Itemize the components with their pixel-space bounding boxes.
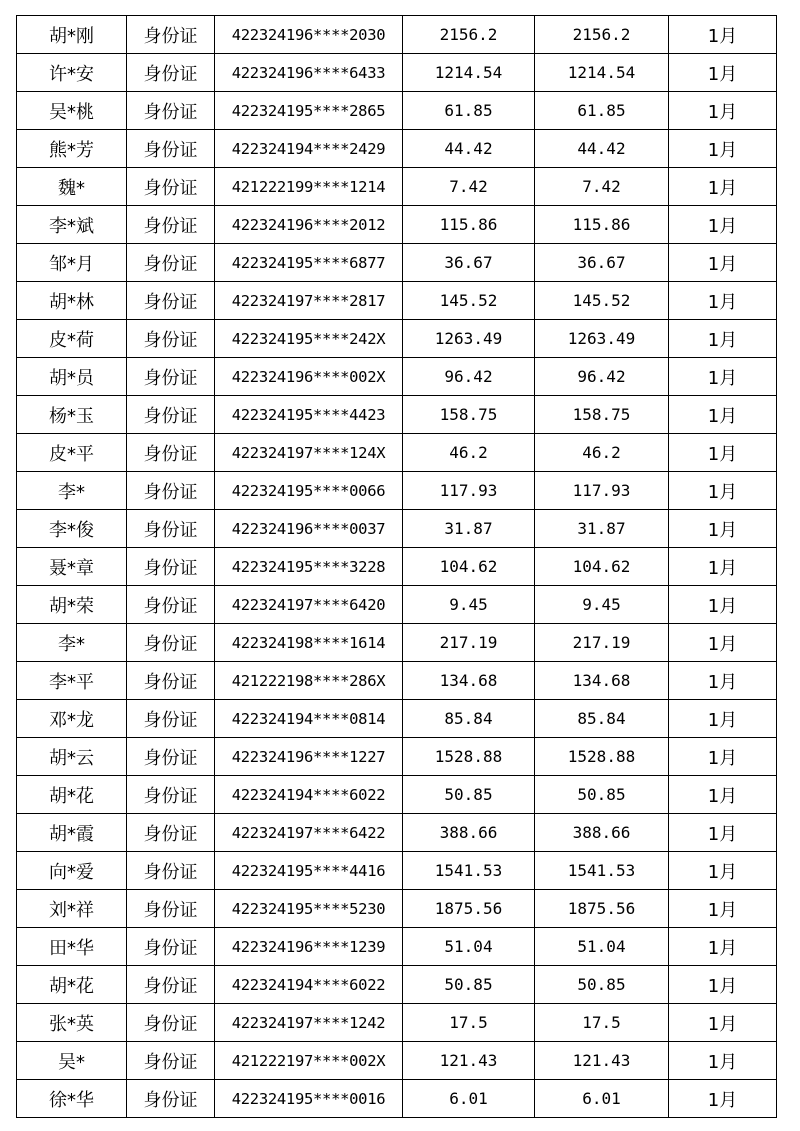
- holder-name-cell: 吴*桃: [17, 92, 127, 130]
- holder-name-cell: 邓*龙: [17, 700, 127, 738]
- table-row: [17, 852, 777, 890]
- document-type-cell: 身份证: [127, 624, 215, 662]
- holder-name-cell: 胡*花: [17, 966, 127, 1004]
- paid-amount-cell: 388.66: [535, 814, 669, 852]
- document-type-cell: 身份证: [127, 700, 215, 738]
- month-cell: 1月: [669, 1042, 777, 1080]
- table-row: [17, 700, 777, 738]
- document-type-cell: 身份证: [127, 966, 215, 1004]
- paid-amount-cell: 96.42: [535, 358, 669, 396]
- document-type-cell: 身份证: [127, 738, 215, 776]
- paid-amount-cell: 115.86: [535, 206, 669, 244]
- amount-cell: 85.84: [403, 700, 535, 738]
- id-number-cell: 422324195****2865: [215, 92, 403, 130]
- payment-table: [16, 15, 777, 1118]
- table-row: [17, 434, 777, 472]
- id-number-cell: 422324194****0814: [215, 700, 403, 738]
- month-cell: 1月: [669, 1080, 777, 1118]
- paid-amount-cell: 85.84: [535, 700, 669, 738]
- paid-amount-cell: 31.87: [535, 510, 669, 548]
- month-cell: 1月: [669, 700, 777, 738]
- document-type-cell: 身份证: [127, 206, 215, 244]
- document-type-cell: 身份证: [127, 168, 215, 206]
- holder-name-cell: 向*爱: [17, 852, 127, 890]
- document-type-cell: 身份证: [127, 586, 215, 624]
- amount-cell: 96.42: [403, 358, 535, 396]
- amount-cell: 17.5: [403, 1004, 535, 1042]
- month-cell: 1月: [669, 358, 777, 396]
- table-row: [17, 586, 777, 624]
- id-number-cell: 422324195****0016: [215, 1080, 403, 1118]
- month-cell: 1月: [669, 624, 777, 662]
- document-type-cell: 身份证: [127, 358, 215, 396]
- id-number-cell: 422324195****4423: [215, 396, 403, 434]
- month-cell: 1月: [669, 92, 777, 130]
- table-body: [17, 16, 777, 1118]
- paid-amount-cell: 158.75: [535, 396, 669, 434]
- id-number-cell: 421222198****286X: [215, 662, 403, 700]
- document-type-cell: 身份证: [127, 130, 215, 168]
- table-row: [17, 16, 777, 54]
- paid-amount-cell: 50.85: [535, 966, 669, 1004]
- month-cell: 1月: [669, 206, 777, 244]
- table-row: [17, 928, 777, 966]
- paid-amount-cell: 2156.2: [535, 16, 669, 54]
- holder-name-cell: 胡*云: [17, 738, 127, 776]
- paid-amount-cell: 117.93: [535, 472, 669, 510]
- document-type-cell: 身份证: [127, 282, 215, 320]
- table-row: [17, 890, 777, 928]
- month-cell: 1月: [669, 54, 777, 92]
- holder-name-cell: 魏*: [17, 168, 127, 206]
- amount-cell: 6.01: [403, 1080, 535, 1118]
- month-cell: 1月: [669, 282, 777, 320]
- holder-name-cell: 胡*荣: [17, 586, 127, 624]
- paid-amount-cell: 51.04: [535, 928, 669, 966]
- holder-name-cell: 胡*霞: [17, 814, 127, 852]
- table-row: [17, 244, 777, 282]
- table-row: [17, 320, 777, 358]
- amount-cell: 1214.54: [403, 54, 535, 92]
- paid-amount-cell: 121.43: [535, 1042, 669, 1080]
- holder-name-cell: 田*华: [17, 928, 127, 966]
- document-type-cell: 身份证: [127, 928, 215, 966]
- paid-amount-cell: 44.42: [535, 130, 669, 168]
- amount-cell: 134.68: [403, 662, 535, 700]
- amount-cell: 1263.49: [403, 320, 535, 358]
- id-number-cell: 422324197****6420: [215, 586, 403, 624]
- amount-cell: 388.66: [403, 814, 535, 852]
- table-row: [17, 1004, 777, 1042]
- table-row: [17, 130, 777, 168]
- month-cell: 1月: [669, 586, 777, 624]
- amount-cell: 117.93: [403, 472, 535, 510]
- document-type-cell: 身份证: [127, 1004, 215, 1042]
- id-number-cell: 422324198****1614: [215, 624, 403, 662]
- amount-cell: 104.62: [403, 548, 535, 586]
- holder-name-cell: 聂*章: [17, 548, 127, 586]
- amount-cell: 158.75: [403, 396, 535, 434]
- paid-amount-cell: 1214.54: [535, 54, 669, 92]
- id-number-cell: 422324196****2030: [215, 16, 403, 54]
- holder-name-cell: 胡*刚: [17, 16, 127, 54]
- month-cell: 1月: [669, 168, 777, 206]
- document-type-cell: 身份证: [127, 1042, 215, 1080]
- paid-amount-cell: 104.62: [535, 548, 669, 586]
- month-cell: 1月: [669, 1004, 777, 1042]
- amount-cell: 50.85: [403, 776, 535, 814]
- paid-amount-cell: 9.45: [535, 586, 669, 624]
- amount-cell: 121.43: [403, 1042, 535, 1080]
- paid-amount-cell: 50.85: [535, 776, 669, 814]
- document-type-cell: 身份证: [127, 548, 215, 586]
- table-row: [17, 814, 777, 852]
- month-cell: 1月: [669, 130, 777, 168]
- month-cell: 1月: [669, 548, 777, 586]
- document-type-cell: 身份证: [127, 92, 215, 130]
- paid-amount-cell: 1263.49: [535, 320, 669, 358]
- id-number-cell: 422324196****1227: [215, 738, 403, 776]
- paid-amount-cell: 7.42: [535, 168, 669, 206]
- paid-amount-cell: 145.52: [535, 282, 669, 320]
- month-cell: 1月: [669, 662, 777, 700]
- amount-cell: 50.85: [403, 966, 535, 1004]
- id-number-cell: 422324197****2817: [215, 282, 403, 320]
- id-number-cell: 422324196****002X: [215, 358, 403, 396]
- id-number-cell: 422324197****6422: [215, 814, 403, 852]
- amount-cell: 46.2: [403, 434, 535, 472]
- amount-cell: 61.85: [403, 92, 535, 130]
- paid-amount-cell: 6.01: [535, 1080, 669, 1118]
- table-row: [17, 776, 777, 814]
- id-number-cell: 422324197****1242: [215, 1004, 403, 1042]
- document-type-cell: 身份证: [127, 890, 215, 928]
- document-type-cell: 身份证: [127, 54, 215, 92]
- table-row: [17, 624, 777, 662]
- document-type-cell: 身份证: [127, 852, 215, 890]
- paid-amount-cell: 1541.53: [535, 852, 669, 890]
- month-cell: 1月: [669, 966, 777, 1004]
- holder-name-cell: 邹*月: [17, 244, 127, 282]
- id-number-cell: 422324194****2429: [215, 130, 403, 168]
- table-row: [17, 54, 777, 92]
- id-number-cell: 422324196****2012: [215, 206, 403, 244]
- document-type-cell: 身份证: [127, 472, 215, 510]
- holder-name-cell: 胡*林: [17, 282, 127, 320]
- holder-name-cell: 李*: [17, 472, 127, 510]
- document-type-cell: 身份证: [127, 776, 215, 814]
- table-row: [17, 92, 777, 130]
- month-cell: 1月: [669, 776, 777, 814]
- id-number-cell: 422324196****1239: [215, 928, 403, 966]
- table-row: [17, 472, 777, 510]
- holder-name-cell: 李*斌: [17, 206, 127, 244]
- document-type-cell: 身份证: [127, 16, 215, 54]
- month-cell: 1月: [669, 244, 777, 282]
- holder-name-cell: 徐*华: [17, 1080, 127, 1118]
- id-number-cell: 422324194****6022: [215, 776, 403, 814]
- document-type-cell: 身份证: [127, 662, 215, 700]
- paid-amount-cell: 217.19: [535, 624, 669, 662]
- table-row: [17, 206, 777, 244]
- table-row: [17, 358, 777, 396]
- id-number-cell: 422324195****4416: [215, 852, 403, 890]
- id-number-cell: 422324195****5230: [215, 890, 403, 928]
- holder-name-cell: 熊*芳: [17, 130, 127, 168]
- paid-amount-cell: 134.68: [535, 662, 669, 700]
- document-type-cell: 身份证: [127, 244, 215, 282]
- holder-name-cell: 张*英: [17, 1004, 127, 1042]
- document-type-cell: 身份证: [127, 396, 215, 434]
- paid-amount-cell: 1875.56: [535, 890, 669, 928]
- table-row: [17, 282, 777, 320]
- amount-cell: 145.52: [403, 282, 535, 320]
- amount-cell: 1875.56: [403, 890, 535, 928]
- holder-name-cell: 胡*花: [17, 776, 127, 814]
- holder-name-cell: 胡*员: [17, 358, 127, 396]
- month-cell: 1月: [669, 890, 777, 928]
- id-number-cell: 422324194****6022: [215, 966, 403, 1004]
- document-type-cell: 身份证: [127, 814, 215, 852]
- table-row: [17, 738, 777, 776]
- paid-amount-cell: 17.5: [535, 1004, 669, 1042]
- amount-cell: 36.67: [403, 244, 535, 282]
- month-cell: 1月: [669, 852, 777, 890]
- month-cell: 1月: [669, 434, 777, 472]
- paid-amount-cell: 46.2: [535, 434, 669, 472]
- paid-amount-cell: 1528.88: [535, 738, 669, 776]
- amount-cell: 1541.53: [403, 852, 535, 890]
- amount-cell: 31.87: [403, 510, 535, 548]
- month-cell: 1月: [669, 320, 777, 358]
- holder-name-cell: 吴*: [17, 1042, 127, 1080]
- table-row: [17, 1042, 777, 1080]
- id-number-cell: 422324197****124X: [215, 434, 403, 472]
- holder-name-cell: 皮*荷: [17, 320, 127, 358]
- holder-name-cell: 杨*玉: [17, 396, 127, 434]
- table-row: [17, 510, 777, 548]
- holder-name-cell: 李*俊: [17, 510, 127, 548]
- holder-name-cell: 刘*祥: [17, 890, 127, 928]
- month-cell: 1月: [669, 738, 777, 776]
- table-row: [17, 1080, 777, 1118]
- holder-name-cell: 李*: [17, 624, 127, 662]
- document-type-cell: 身份证: [127, 434, 215, 472]
- id-number-cell: 422324196****0037: [215, 510, 403, 548]
- amount-cell: 44.42: [403, 130, 535, 168]
- amount-cell: 9.45: [403, 586, 535, 624]
- id-number-cell: 422324195****3228: [215, 548, 403, 586]
- holder-name-cell: 许*安: [17, 54, 127, 92]
- amount-cell: 7.42: [403, 168, 535, 206]
- amount-cell: 1528.88: [403, 738, 535, 776]
- table-row: [17, 396, 777, 434]
- amount-cell: 115.86: [403, 206, 535, 244]
- paid-amount-cell: 36.67: [535, 244, 669, 282]
- amount-cell: 217.19: [403, 624, 535, 662]
- document-type-cell: 身份证: [127, 320, 215, 358]
- month-cell: 1月: [669, 16, 777, 54]
- document-type-cell: 身份证: [127, 1080, 215, 1118]
- paid-amount-cell: 61.85: [535, 92, 669, 130]
- month-cell: 1月: [669, 472, 777, 510]
- id-number-cell: 421222199****1214: [215, 168, 403, 206]
- id-number-cell: 421222197****002X: [215, 1042, 403, 1080]
- table-row: [17, 548, 777, 586]
- holder-name-cell: 皮*平: [17, 434, 127, 472]
- month-cell: 1月: [669, 814, 777, 852]
- id-number-cell: 422324195****242X: [215, 320, 403, 358]
- table-row: [17, 168, 777, 206]
- table-row: [17, 662, 777, 700]
- amount-cell: 2156.2: [403, 16, 535, 54]
- id-number-cell: 422324196****6433: [215, 54, 403, 92]
- id-number-cell: 422324195****0066: [215, 472, 403, 510]
- id-number-cell: 422324195****6877: [215, 244, 403, 282]
- month-cell: 1月: [669, 928, 777, 966]
- amount-cell: 51.04: [403, 928, 535, 966]
- holder-name-cell: 李*平: [17, 662, 127, 700]
- month-cell: 1月: [669, 396, 777, 434]
- document-type-cell: 身份证: [127, 510, 215, 548]
- month-cell: 1月: [669, 510, 777, 548]
- table-row: [17, 966, 777, 1004]
